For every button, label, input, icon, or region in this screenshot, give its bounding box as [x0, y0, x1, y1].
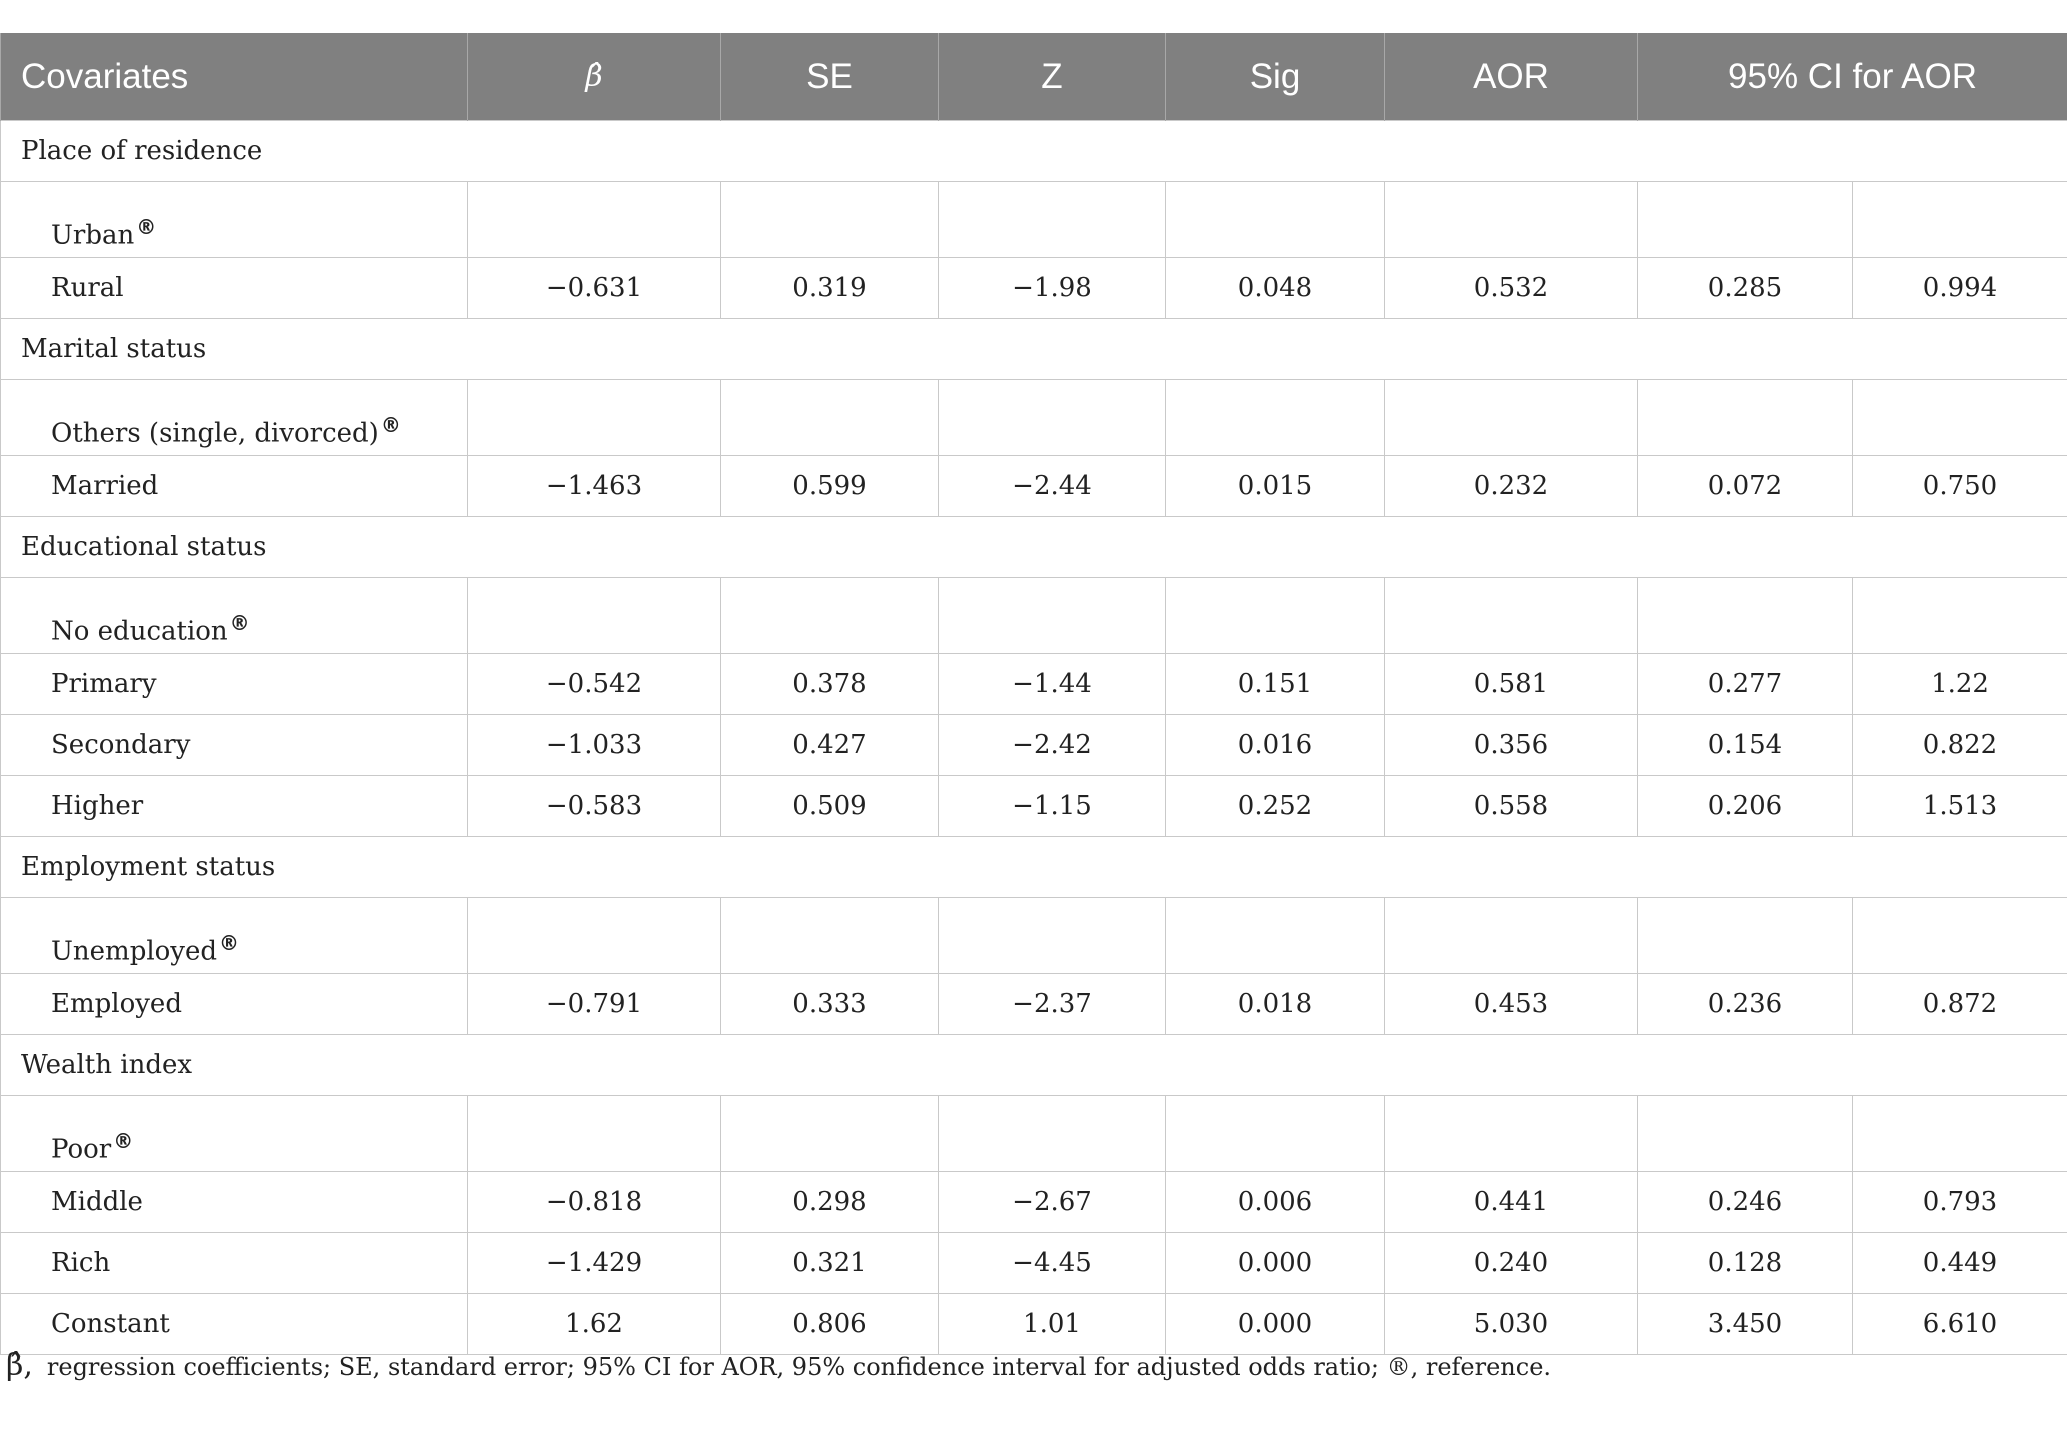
- table-row: [1, 1294, 2067, 1355]
- empty-cell: [1853, 578, 2067, 654]
- header-row: [1, 33, 2067, 121]
- table-row: [1, 715, 2067, 776]
- empty-cell: [1853, 380, 2067, 456]
- group-row: [1, 319, 2067, 380]
- group-row: [1, 121, 2067, 182]
- reference-label: No education: [51, 617, 228, 647]
- cell-aor: 0.532: [1385, 258, 1638, 319]
- empty-cell: [721, 1096, 939, 1172]
- empty-cell: [468, 182, 721, 258]
- cell-sig: 0.151: [1166, 654, 1385, 715]
- reference-label: Urban: [51, 221, 135, 251]
- cell-beta: 1.62: [468, 1294, 721, 1355]
- cell-ci-low: 0.154: [1638, 715, 1853, 776]
- empty-cell: [1638, 578, 1853, 654]
- cell-aor: 0.558: [1385, 776, 1638, 837]
- empty-cell: [1166, 182, 1385, 258]
- header-se: SE: [721, 33, 939, 121]
- reference-label: Others (single, divorced): [51, 419, 379, 449]
- group-title: Employment status: [1, 837, 2067, 898]
- footnote-text: regression coefficients; SE, standard error; 95% CI for AOR, 95% confidence interval for adjusted odds ratio; ®, reference.: [46, 1353, 1552, 1381]
- cell-z: −2.37: [939, 974, 1166, 1035]
- reference-mark: ®: [229, 611, 250, 636]
- empty-cell: [1166, 898, 1385, 974]
- cell-ci-high: 0.750: [1853, 456, 2067, 517]
- empty-cell: [939, 182, 1166, 258]
- header-aor: AOR: [1385, 33, 1638, 121]
- cell-sig: 0.006: [1166, 1172, 1385, 1233]
- reference-label-cell: [1, 898, 468, 974]
- reference-row: [1, 1096, 2067, 1172]
- cell-ci-low: 0.072: [1638, 456, 1853, 517]
- cell-beta: −1.429: [468, 1233, 721, 1294]
- cell-se: 0.378: [721, 654, 939, 715]
- header-sig: Sig: [1166, 33, 1385, 121]
- footnote-symbol: β̂,: [6, 1348, 33, 1383]
- empty-cell: [939, 1096, 1166, 1172]
- row-label: Married: [1, 456, 468, 517]
- empty-cell: [721, 380, 939, 456]
- cell-se: 0.319: [721, 258, 939, 319]
- row-label: Rich: [1, 1233, 468, 1294]
- cell-ci-low: 0.128: [1638, 1233, 1853, 1294]
- empty-cell: [1385, 578, 1638, 654]
- table-container: [0, 33, 2067, 1355]
- cell-aor: 0.232: [1385, 456, 1638, 517]
- cell-ci-high: 0.822: [1853, 715, 2067, 776]
- reference-row: [1, 898, 2067, 974]
- empty-cell: [1638, 898, 1853, 974]
- row-label: Primary: [1, 654, 468, 715]
- reference-mark: ®: [113, 1129, 134, 1154]
- reference-label-cell: [1, 1096, 468, 1172]
- header-ci: 95% CI for AOR: [1638, 33, 2067, 121]
- empty-cell: [939, 380, 1166, 456]
- empty-cell: [1853, 898, 2067, 974]
- cell-sig: 0.015: [1166, 456, 1385, 517]
- table-row: [1, 974, 2067, 1035]
- row-label: Middle: [1, 1172, 468, 1233]
- cell-ci-high: 0.872: [1853, 974, 2067, 1035]
- cell-se: 0.333: [721, 974, 939, 1035]
- empty-cell: [1853, 1096, 2067, 1172]
- row-label: Higher: [1, 776, 468, 837]
- group-title: Wealth index: [1, 1035, 2067, 1096]
- cell-aor: 0.581: [1385, 654, 1638, 715]
- empty-cell: [1638, 380, 1853, 456]
- cell-sig: 0.048: [1166, 258, 1385, 319]
- empty-cell: [721, 898, 939, 974]
- empty-cell: [1638, 182, 1853, 258]
- cell-se: 0.427: [721, 715, 939, 776]
- cell-se: 0.806: [721, 1294, 939, 1355]
- empty-cell: [1166, 380, 1385, 456]
- empty-cell: [468, 898, 721, 974]
- table-footnote: [6, 1348, 1551, 1383]
- cell-z: −1.15: [939, 776, 1166, 837]
- cell-aor: 0.441: [1385, 1172, 1638, 1233]
- empty-cell: [1166, 578, 1385, 654]
- reference-mark: ®: [380, 413, 401, 438]
- empty-cell: [721, 182, 939, 258]
- cell-sig: 0.016: [1166, 715, 1385, 776]
- cell-sig: 0.000: [1166, 1233, 1385, 1294]
- reference-label: Poor: [51, 1135, 112, 1165]
- group-row: [1, 837, 2067, 898]
- table-row: [1, 1233, 2067, 1294]
- cell-beta: −1.463: [468, 456, 721, 517]
- empty-cell: [468, 578, 721, 654]
- cell-se: 0.298: [721, 1172, 939, 1233]
- cell-z: −2.44: [939, 456, 1166, 517]
- cell-beta: −0.791: [468, 974, 721, 1035]
- cell-se: 0.509: [721, 776, 939, 837]
- empty-cell: [1853, 182, 2067, 258]
- group-title: Marital status: [1, 319, 2067, 380]
- cell-ci-low: 0.236: [1638, 974, 1853, 1035]
- group-row: [1, 517, 2067, 578]
- cell-z: −1.44: [939, 654, 1166, 715]
- table-row: [1, 456, 2067, 517]
- table-row: [1, 654, 2067, 715]
- cell-aor: 0.240: [1385, 1233, 1638, 1294]
- cell-aor: 5.030: [1385, 1294, 1638, 1355]
- reference-mark: ®: [219, 931, 240, 956]
- empty-cell: [468, 380, 721, 456]
- empty-cell: [1385, 182, 1638, 258]
- header-covariates: Covariates: [1, 33, 468, 121]
- cell-aor: 0.453: [1385, 974, 1638, 1035]
- regression-table: [0, 33, 2067, 1355]
- cell-ci-high: 6.610: [1853, 1294, 2067, 1355]
- cell-beta: −1.033: [468, 715, 721, 776]
- empty-cell: [1166, 1096, 1385, 1172]
- cell-ci-low: 0.206: [1638, 776, 1853, 837]
- empty-cell: [1385, 898, 1638, 974]
- cell-beta: −0.631: [468, 258, 721, 319]
- table-row: [1, 258, 2067, 319]
- cell-se: 0.599: [721, 456, 939, 517]
- reference-mark: ®: [136, 215, 157, 240]
- cell-sig: 0.000: [1166, 1294, 1385, 1355]
- empty-cell: [1385, 1096, 1638, 1172]
- cell-beta: −0.542: [468, 654, 721, 715]
- header-beta: β̂: [468, 33, 721, 121]
- row-label: Rural: [1, 258, 468, 319]
- empty-cell: [939, 898, 1166, 974]
- reference-row: [1, 380, 2067, 456]
- cell-ci-low: 3.450: [1638, 1294, 1853, 1355]
- cell-ci-low: 0.285: [1638, 258, 1853, 319]
- cell-ci-high: 1.513: [1853, 776, 2067, 837]
- cell-z: −4.45: [939, 1233, 1166, 1294]
- table-body: [1, 121, 2067, 1355]
- cell-sig: 0.018: [1166, 974, 1385, 1035]
- empty-cell: [939, 578, 1166, 654]
- reference-row: [1, 182, 2067, 258]
- cell-ci-high: 1.22: [1853, 654, 2067, 715]
- cell-sig: 0.252: [1166, 776, 1385, 837]
- row-label: Employed: [1, 974, 468, 1035]
- reference-label-cell: [1, 182, 468, 258]
- empty-cell: [468, 1096, 721, 1172]
- cell-beta: −0.818: [468, 1172, 721, 1233]
- reference-row: [1, 578, 2067, 654]
- empty-cell: [721, 578, 939, 654]
- cell-aor: 0.356: [1385, 715, 1638, 776]
- cell-se: 0.321: [721, 1233, 939, 1294]
- reference-label-cell: [1, 380, 468, 456]
- table-row: [1, 1172, 2067, 1233]
- cell-ci-high: 0.994: [1853, 258, 2067, 319]
- group-title: Place of residence: [1, 121, 2067, 182]
- cell-z: −2.67: [939, 1172, 1166, 1233]
- empty-cell: [1638, 1096, 1853, 1172]
- cell-z: −1.98: [939, 258, 1166, 319]
- group-title: Educational status: [1, 517, 2067, 578]
- cell-z: 1.01: [939, 1294, 1166, 1355]
- cell-ci-high: 0.793: [1853, 1172, 2067, 1233]
- group-row: [1, 1035, 2067, 1096]
- reference-label-cell: [1, 578, 468, 654]
- table-row: [1, 776, 2067, 837]
- cell-ci-low: 0.277: [1638, 654, 1853, 715]
- reference-label: Unemployed: [51, 937, 218, 967]
- cell-ci-high: 0.449: [1853, 1233, 2067, 1294]
- row-label: Constant: [1, 1294, 468, 1355]
- cell-z: −2.42: [939, 715, 1166, 776]
- empty-cell: [1385, 380, 1638, 456]
- header-z: Z: [939, 33, 1166, 121]
- cell-beta: −0.583: [468, 776, 721, 837]
- cell-ci-low: 0.246: [1638, 1172, 1853, 1233]
- row-label: Secondary: [1, 715, 468, 776]
